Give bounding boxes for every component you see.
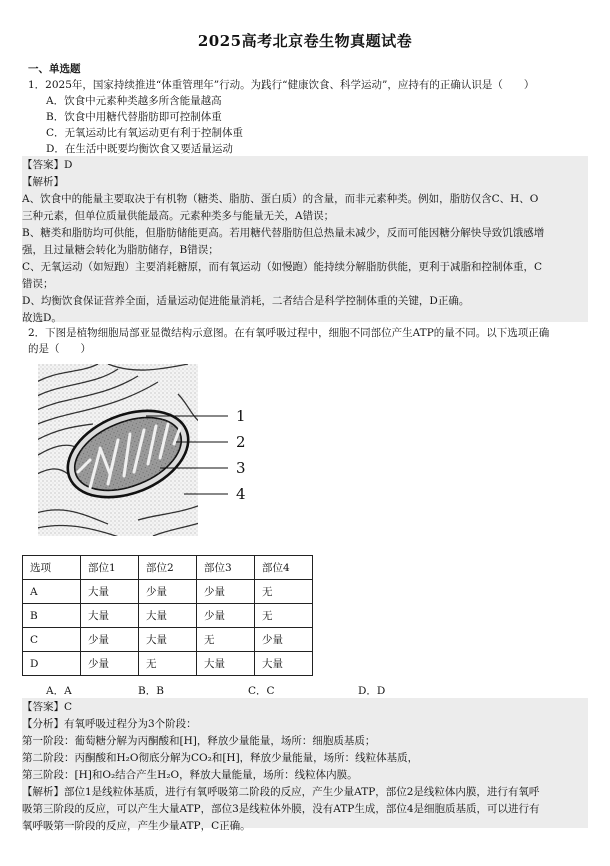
label-2: 2	[236, 433, 246, 451]
q1-analysis-line: C、无氧运动（如短跑）主要消耗糖原，而有氧运动（如慢跑）能持续分解脂肪供能，更利于减脂和控制体重，C	[22, 261, 543, 273]
q1-option-b: B．饮食中用糖代替脂肪即可控制体重	[46, 111, 222, 123]
q1-analysis-line: 故选D。	[22, 312, 62, 324]
table-cell: 大量	[81, 604, 139, 628]
table-cell: 少量	[81, 652, 139, 676]
q1-analysis-line: 错误；	[22, 278, 54, 290]
q1-analysis-line: B、糖类和脂肪均可供能，但脂肪储能更高。若用糖代替脂肪但总热量未减少，反而可能因糖分解快导致饥饿感增	[22, 227, 545, 239]
table-cell: 少量	[139, 580, 197, 604]
table-cell: A	[23, 580, 81, 604]
q1-analysis-label: 【解析】	[22, 176, 64, 188]
table-header-row	[23, 556, 313, 580]
q1-option-d: D．在生活中既要均衡饮食又要适量运动	[46, 143, 233, 155]
table-cell: 大量	[139, 628, 197, 652]
table-header-cell: 部位3	[197, 556, 255, 580]
table-cell: 少量	[197, 580, 255, 604]
q2-choice-c: C．C	[248, 685, 275, 697]
table-header-cell: 部位1	[81, 556, 139, 580]
table-cell: 无	[255, 580, 313, 604]
table-cell: B	[23, 604, 81, 628]
q2-analysis-line: 第一阶段：葡萄糖分解为丙酮酸和[H]，释放少量能量，场所：细胞质基质；	[22, 735, 376, 747]
q2-answer: 【答案】C	[22, 701, 73, 713]
table-cell: 大量	[255, 652, 313, 676]
q1-analysis-line: A、饮食中的能量主要取决于有机物（糖类、脂肪、蛋白质）的含量，而非元素种类。例如，脂肪仅含C、H、O	[22, 193, 539, 205]
q2-analysis-line: 【分析】有氧呼吸过程分为3个阶段：	[22, 718, 197, 730]
table-cell: 无	[197, 628, 255, 652]
q1-stem: 1．2025年，国家持续推进“体重管理年”行动。为践行“健康饮食、科学运动”，应持有的正确认识是（ ）	[28, 79, 535, 91]
table-header-cell: 部位2	[139, 556, 197, 580]
q2-analysis-line: 吸第三阶段的反应，可以产生大量ATP，部位3是线粒体外膜，没有ATP生成，部位4是细胞质基质，可以进行有	[22, 803, 540, 815]
mitochondrion-figure	[38, 364, 254, 536]
table-row	[23, 652, 313, 676]
q2-analysis-line: 第二阶段：丙酮酸和H₂O彻底分解为CO₂和[H]，释放少量能量，场所：线粒体基质，	[22, 752, 419, 764]
q1-analysis-line: 三种元素，但单位质量供能最高。元素种类多与能量无关，A错误；	[22, 210, 335, 222]
q2-stem-line: 2．下图是植物细胞局部亚显微结构示意图。在有氧呼吸过程中，细胞不同部位产生ATP的量不同。以下选项正确	[28, 327, 550, 339]
table-cell: 无	[139, 652, 197, 676]
q1-analysis-line: 强，且过量糖会转化为脂肪储存，B错误；	[22, 244, 219, 256]
label-3: 3	[236, 459, 246, 477]
table-cell: 大量	[197, 652, 255, 676]
q1-option-c: C．无氧运动比有氧运动更有利于控制体重	[46, 127, 244, 139]
table-cell: 大量	[139, 604, 197, 628]
q2-analysis-line: 【解析】部位1是线粒体基质，进行有氧呼吸第二阶段的反应，产生少量ATP，部位2是线粒体内膜，进行有氧呼	[22, 786, 540, 798]
page-title: 2025高考北京卷生物真题试卷	[197, 32, 413, 50]
q2-analysis-line: 第三阶段：[H]和O₂结合产生H₂O，释放大量能量，场所：线粒体内膜。	[22, 769, 358, 781]
table-cell: 少量	[81, 628, 139, 652]
table-cell: C	[23, 628, 81, 652]
table-cell: 少量	[197, 604, 255, 628]
table-cell: 少量	[255, 628, 313, 652]
table-row	[23, 580, 313, 604]
section-heading: 一、单选题	[28, 63, 81, 75]
options-table	[22, 555, 313, 676]
table-row	[23, 604, 313, 628]
label-4: 4	[236, 485, 246, 503]
table-cell: 大量	[81, 580, 139, 604]
table-header-cell: 部位4	[255, 556, 313, 580]
q2-choice-a: A．A	[46, 685, 72, 697]
q2-choice-d: D．D	[358, 685, 386, 697]
q1-option-a: A．饮食中元素种类越多所含能量越高	[46, 95, 222, 107]
table-header-cell: 选项	[23, 556, 81, 580]
table-cell: D	[23, 652, 81, 676]
q2-analysis-line: 氧呼吸第一阶段的反应，产生少量ATP，C正确。	[22, 820, 251, 832]
q1-answer: 【答案】D	[22, 159, 73, 171]
q2-stem-line: 的是（ ）	[28, 343, 91, 355]
label-1: 1	[236, 407, 246, 425]
q1-analysis-line: D、均衡饮食保证营养全面，适量运动促进能量消耗，二者结合是科学控制体重的关键，D正确。	[22, 295, 470, 307]
table-row	[23, 628, 313, 652]
q2-choice-b: B．B	[138, 685, 164, 697]
table-cell: 无	[255, 604, 313, 628]
